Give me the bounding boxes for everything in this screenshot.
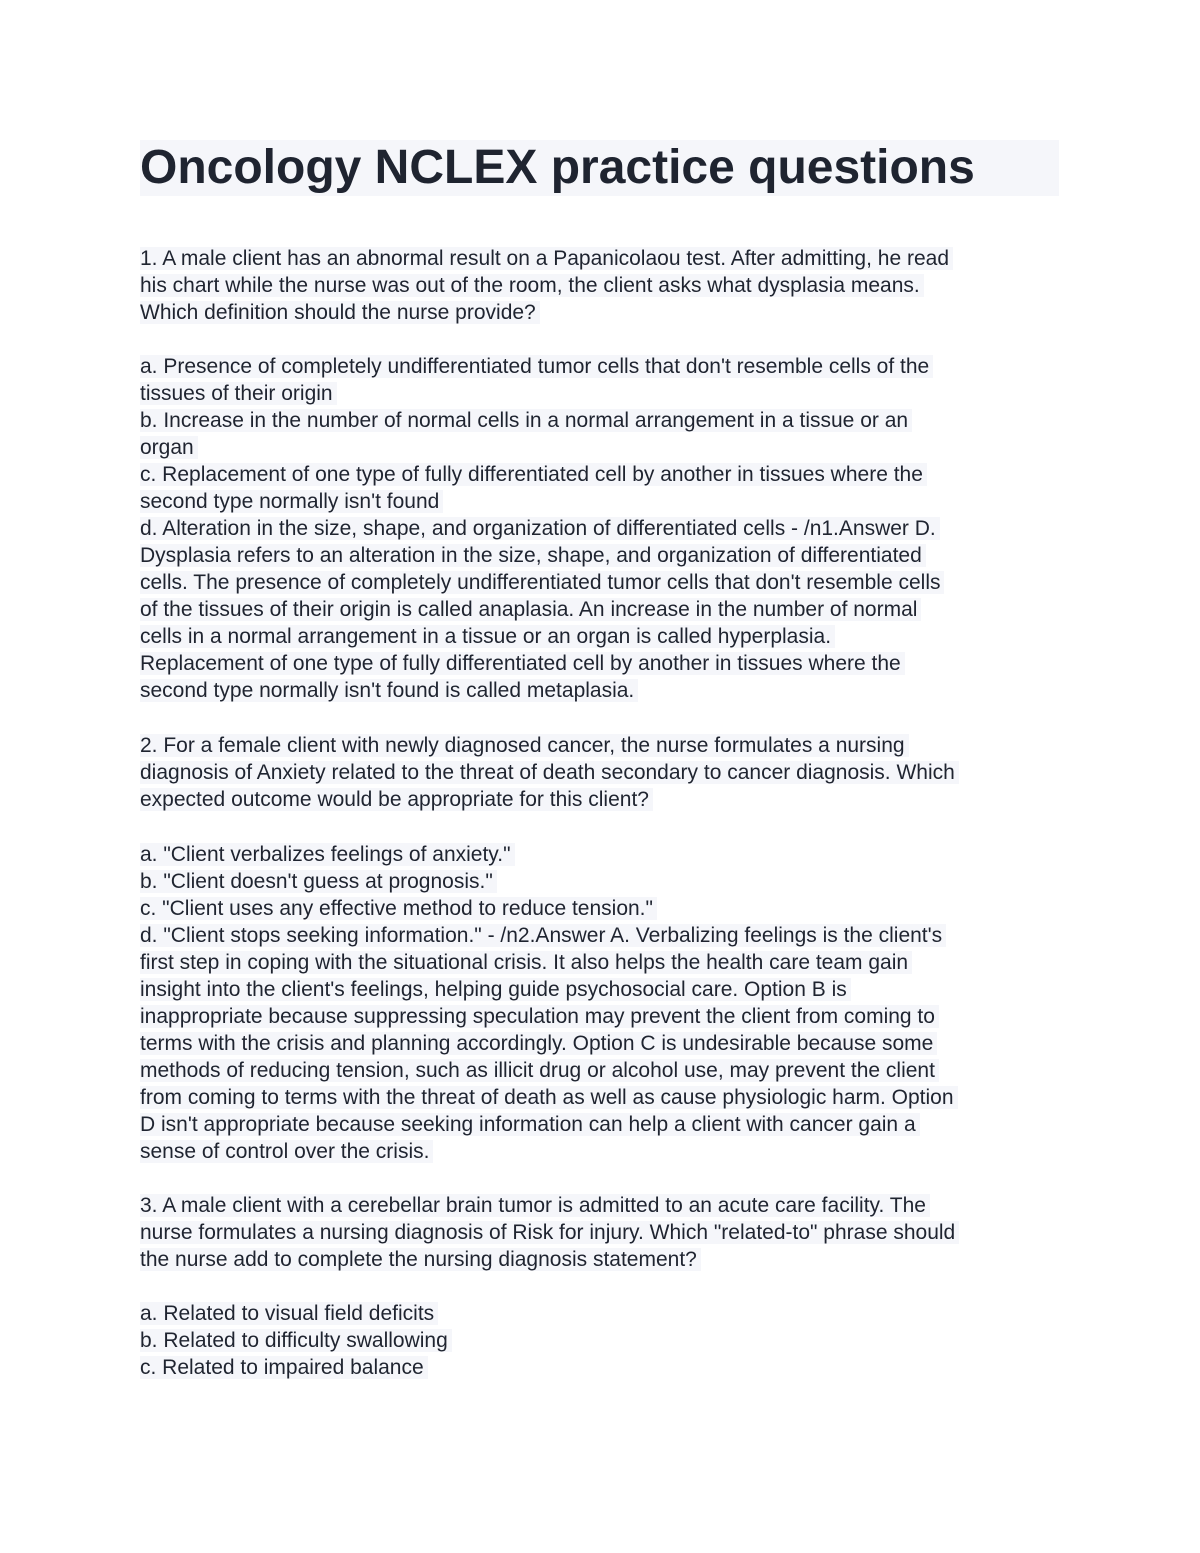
text-line: d. "Client stops seeking information." - /n2.Answer A. Verbalizing feelings is the client's xyxy=(140,924,946,947)
question-2-options xyxy=(140,841,1070,1165)
text-line: Which definition should the nurse provide? xyxy=(140,301,540,324)
text-line: organ xyxy=(140,436,198,459)
text-line: of the tissues of their origin is called anaplasia. An increase in the number of normal xyxy=(140,598,921,621)
text-line: methods of reducing tension, such as illicit drug or alcohol use, may prevent the client xyxy=(140,1059,939,1082)
text-line: sense of control over the crisis. xyxy=(140,1140,433,1163)
text-line: insight into the client's feelings, helping guide psychosocial care. Option B is xyxy=(140,978,851,1001)
text-line: a. Related to visual field deficits xyxy=(140,1302,438,1325)
question-3-options xyxy=(140,1300,1070,1381)
text-line: cells in a normal arrangement in a tissue or an organ is called hyperplasia. xyxy=(140,625,835,648)
text-line: c. Related to impaired balance xyxy=(140,1356,428,1379)
text-line: a. "Client verbalizes feelings of anxiety." xyxy=(140,843,515,866)
text-line: Replacement of one type of fully differentiated cell by another in tissues where the xyxy=(140,652,905,675)
text-line: inappropriate because suppressing speculation may prevent the client from coming to xyxy=(140,1005,939,1028)
text-line: the nurse add to complete the nursing diagnosis statement? xyxy=(140,1248,701,1271)
text-line: cells. The presence of completely undifferentiated tumor cells that don't resemble cells xyxy=(140,571,944,594)
text-line: first step in coping with the situational crisis. It also helps the health care team gain xyxy=(140,951,912,974)
text-line: c. "Client uses any effective method to reduce tension." xyxy=(140,897,657,920)
text-line: 1. A male client has an abnormal result on a Papanicolaou test. After admitting, he read xyxy=(140,247,953,270)
text-line: 2. For a female client with newly diagnosed cancer, the nurse formulates a nursing xyxy=(140,734,909,757)
text-line: a. Presence of completely undifferentiated tumor cells that don't resemble cells of the xyxy=(140,355,933,378)
document-title: Oncology NCLEX practice questions xyxy=(140,140,1059,196)
text-line: d. Alteration in the size, shape, and organization of differentiated cells - /n1.Answer D. xyxy=(140,517,940,540)
text-line: b. Increase in the number of normal cells in a normal arrangement in a tissue or an xyxy=(140,409,912,432)
text-line: D isn't appropriate because seeking information can help a client with cancer gain a xyxy=(140,1113,920,1136)
question-3-stem xyxy=(140,1192,1070,1273)
question-1-options xyxy=(140,353,1070,704)
text-line: second type normally isn't found xyxy=(140,490,443,513)
text-line: b. Related to difficulty swallowing xyxy=(140,1329,452,1352)
text-line: tissues of their origin xyxy=(140,382,337,405)
text-line: terms with the crisis and planning accordingly. Option C is undesirable because some xyxy=(140,1032,937,1055)
text-line: b. "Client doesn't guess at prognosis." xyxy=(140,870,497,893)
text-line: his chart while the nurse was out of the room, the client asks what dysplasia means. xyxy=(140,274,924,297)
text-line: expected outcome would be appropriate for this client? xyxy=(140,788,653,811)
text-line: c. Replacement of one type of fully differentiated cell by another in tissues where the xyxy=(140,463,927,486)
text-line: Dysplasia refers to an alteration in the size, shape, and organization of differentiated xyxy=(140,544,926,567)
text-line: second type normally isn't found is called metaplasia. xyxy=(140,679,638,702)
text-line: from coming to terms with the threat of death as well as cause physiologic harm. Option xyxy=(140,1086,958,1109)
text-line: diagnosis of Anxiety related to the threat of death secondary to cancer diagnosis. Which xyxy=(140,761,959,784)
text-line: nurse formulates a nursing diagnosis of Risk for injury. Which "related-to" phrase should xyxy=(140,1221,959,1244)
question-1-stem xyxy=(140,245,1070,326)
text-line: 3. A male client with a cerebellar brain tumor is admitted to an acute care facility. The xyxy=(140,1194,930,1217)
question-2-stem xyxy=(140,732,1070,813)
